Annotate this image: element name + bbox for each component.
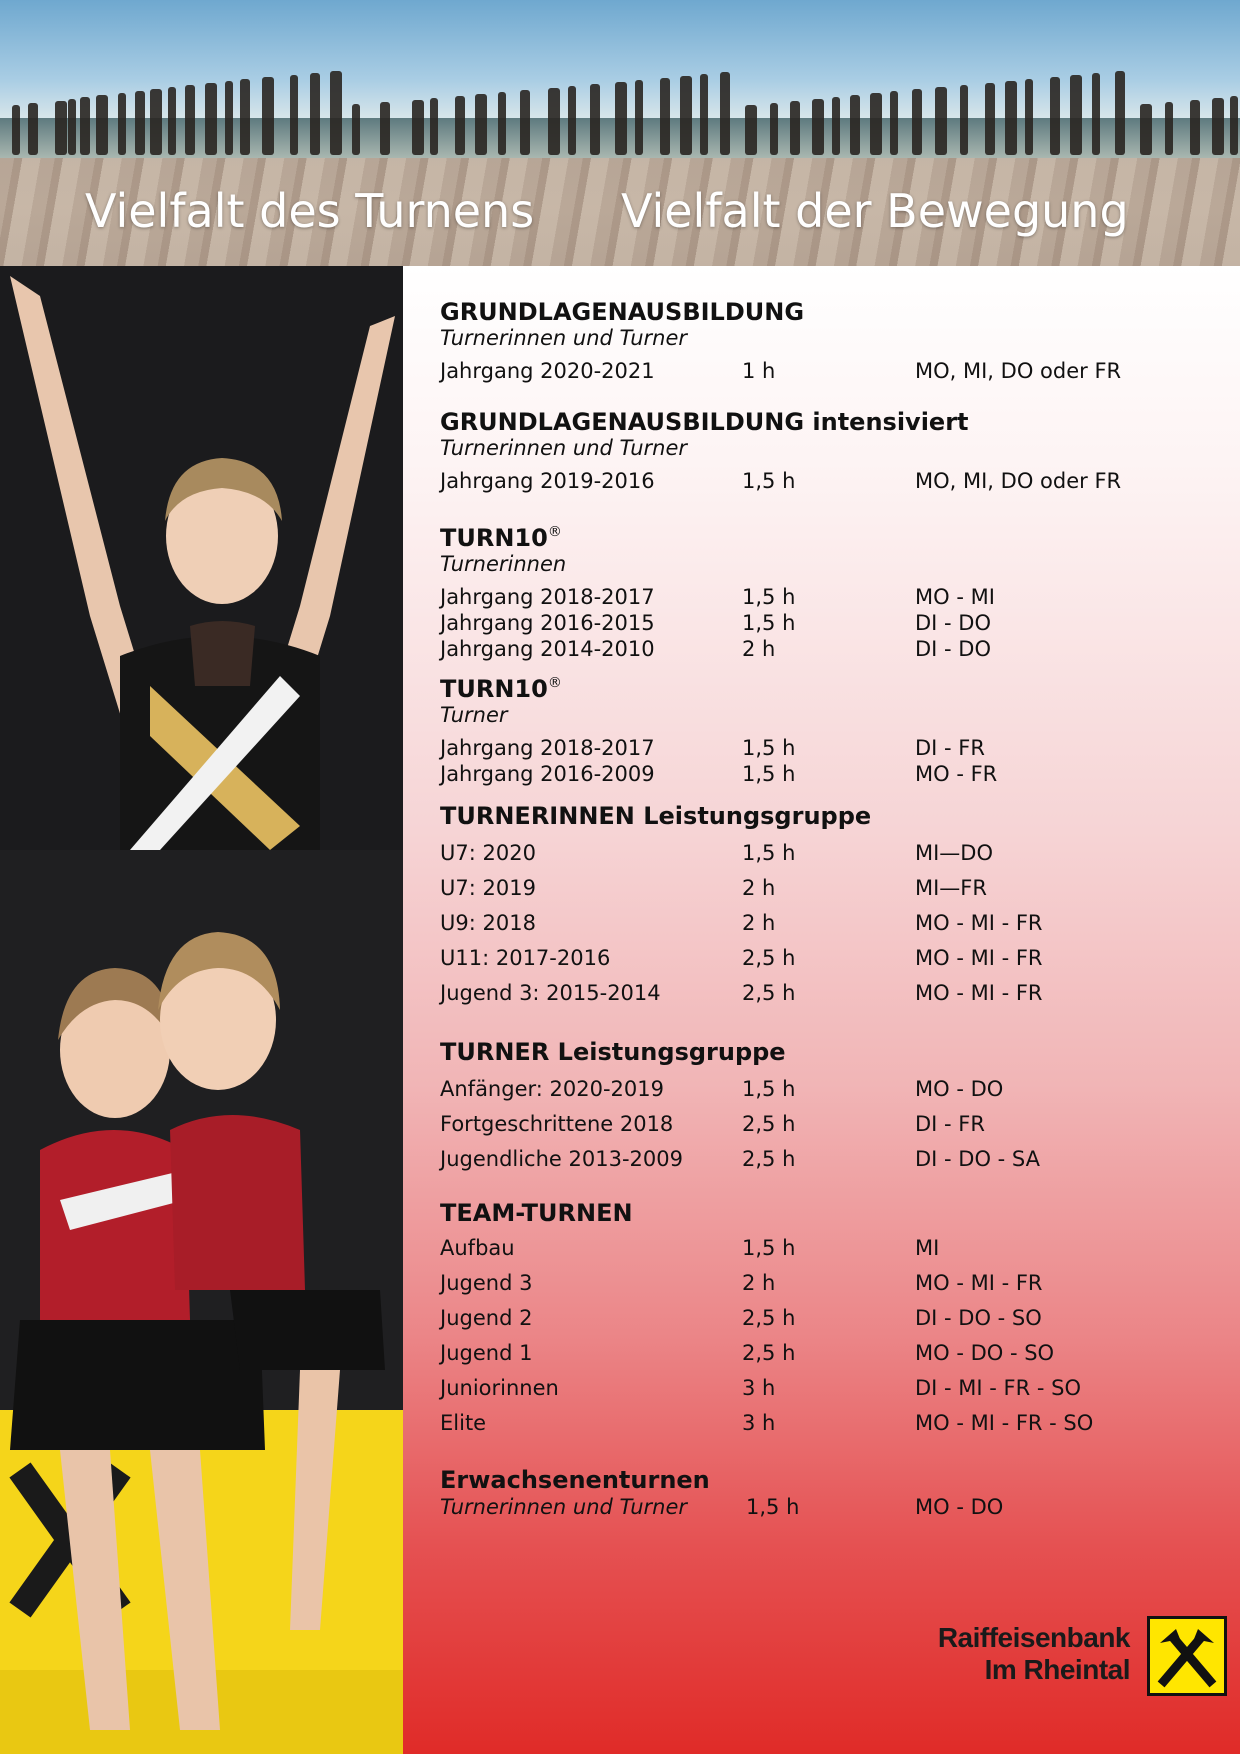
row-days: DI - FR (915, 736, 985, 760)
row-duration: 2 h (742, 876, 776, 900)
row-days: DI - FR (915, 1112, 985, 1136)
handstand-figure (520, 90, 530, 155)
section-grundlagenausbildung-intensiviert (440, 408, 1220, 494)
section-title: TURNER Leistungsgruppe (440, 1038, 786, 1066)
row-group: Fortgeschrittene 2018 (440, 1112, 674, 1136)
schedule-row (440, 636, 1220, 662)
row-days: DI - DO - SO (915, 1306, 1042, 1330)
row-group: U7: 2019 (440, 876, 536, 900)
handstand-figure (1165, 102, 1173, 155)
row-days: DI - DO (915, 611, 991, 635)
handstand-figure (700, 74, 708, 155)
row-group: Elite (440, 1411, 487, 1435)
schedule-row (440, 1270, 1220, 1296)
row-group: Juniorinnen (440, 1376, 559, 1400)
schedule-row (440, 1235, 1220, 1261)
row-group: Jugend 1 (440, 1341, 533, 1365)
handstand-figure (870, 93, 882, 155)
schedule-row (440, 1375, 1220, 1401)
row-duration: 1 h (742, 359, 776, 383)
handstand-figure (1190, 100, 1200, 155)
handstand-figure (168, 87, 176, 155)
handstand-figure (225, 81, 233, 155)
section-team-turnen (440, 1199, 1220, 1436)
handstand-figure (615, 82, 627, 155)
row-group: U9: 2018 (440, 911, 536, 935)
handstand-figure (330, 71, 342, 155)
row-duration: 1,5 h (742, 736, 796, 760)
handstand-figure (770, 103, 778, 155)
section-title: TEAM-TURNEN (440, 1199, 633, 1227)
row-group: Aufbau (440, 1236, 515, 1260)
row-duration: 2,5 h (742, 1112, 796, 1136)
row-duration: 1,5 h (742, 585, 796, 609)
row-duration: 2,5 h (742, 1306, 796, 1330)
handstand-figure (960, 85, 968, 155)
handstand-figure (1005, 81, 1017, 155)
row-group: Jugendliche 2013-2009 (440, 1147, 683, 1171)
schedule-row (440, 1111, 1220, 1137)
row-days: MO - MI - FR (915, 981, 1043, 1005)
row-group: Jahrgang 2016-2009 (440, 762, 655, 786)
row-duration: 1,5 h (742, 1236, 796, 1260)
row-group: U7: 2020 (440, 841, 536, 865)
handstand-figure (1140, 104, 1152, 155)
row-duration: 2,5 h (742, 1341, 796, 1365)
schedule-row (440, 875, 1220, 901)
handstand-figure (12, 105, 20, 155)
row-duration: 2 h (742, 911, 776, 935)
row-duration: 3 h (742, 1376, 776, 1400)
row-group: Jahrgang 2014-2010 (440, 637, 655, 661)
tagline-right: Vielfalt der Bewegung (621, 184, 1129, 238)
handstand-figure (380, 102, 390, 155)
row-days: MO - MI - FR - SO (915, 1411, 1094, 1435)
row-duration: 1,5 h (742, 762, 796, 786)
sponsor-name (938, 1622, 1130, 1686)
handstand-figure (498, 92, 506, 155)
row-duration: 2,5 h (742, 1147, 796, 1171)
row-group: Jahrgang 2018-2017 (440, 585, 655, 609)
handstand-figure (455, 96, 465, 155)
section-subtitle: Turnerinnen (440, 552, 567, 576)
row-duration: 2,5 h (742, 981, 796, 1005)
registered-mark: ® (547, 524, 562, 540)
handstand-figure (745, 105, 757, 155)
handstand-figure (985, 83, 995, 155)
schedule-row (440, 761, 1220, 787)
row-group: Jugend 3: 2015-2014 (440, 981, 661, 1005)
handstand-figure (96, 95, 108, 155)
section-title: TURN10® (440, 524, 562, 552)
handstand-figure (935, 87, 947, 155)
section-turn10-turner (440, 669, 1220, 787)
row-duration: 1,5 h (742, 841, 796, 865)
handstand-figure (290, 75, 298, 155)
row-days: MO - DO - SO (915, 1341, 1055, 1365)
registered-mark: ® (547, 675, 562, 691)
handstand-silhouettes (0, 55, 1240, 165)
schedule-row (440, 358, 1220, 384)
row-group: Anfänger: 2020-2019 (440, 1077, 664, 1101)
handstand-figure (118, 93, 126, 155)
row-days: MO - DO (915, 1495, 1004, 1519)
section-title: GRUNDLAGENAUSBILDUNG (440, 298, 805, 326)
schedule-row (440, 1305, 1220, 1331)
row-days: DI - MI - FR - SO (915, 1376, 1081, 1400)
section-turner-leistungsgruppe (440, 1038, 1220, 1172)
row-duration: 1,5 h (742, 469, 796, 493)
schedule-row (440, 1494, 1220, 1520)
handstand-figure (310, 73, 320, 155)
schedule-row (440, 945, 1220, 971)
header-banner (0, 0, 1240, 266)
row-days: MO, MI, DO oder FR (915, 359, 1122, 383)
section-title: GRUNDLAGENAUSBILDUNG intensiviert (440, 408, 969, 436)
handstand-figure (680, 76, 692, 155)
section-subtitle: Turner (440, 703, 508, 727)
section-grundlagenausbildung (440, 298, 1220, 384)
row-group: Jugend 3 (440, 1271, 533, 1295)
handstand-figure (1212, 98, 1224, 155)
tagline-left: Vielfalt des Turnens (85, 184, 535, 238)
handstand-figure (832, 97, 840, 155)
photo-gymnast-arms-raised (0, 266, 403, 850)
handstand-figure (812, 99, 824, 155)
row-days: DI - DO - SA (915, 1147, 1041, 1171)
row-days: MI—DO (915, 841, 994, 865)
handstand-figure (412, 100, 424, 155)
section-erwachsenenturnen (440, 1466, 1220, 1520)
row-days: MI (915, 1236, 940, 1260)
handstand-figure (28, 103, 38, 155)
schedule-panel (403, 266, 1240, 1754)
handstand-figure (720, 72, 730, 155)
schedule-row (440, 910, 1220, 936)
row-group: Turnerinnen und Turner (440, 1495, 688, 1519)
handstand-figure (1050, 77, 1060, 155)
section-turn10-turnerinnen (440, 518, 1220, 662)
row-days: MO - MI (915, 585, 995, 609)
row-group: Jugend 2 (440, 1306, 533, 1330)
row-group: Jahrgang 2018-2017 (440, 736, 655, 760)
handstand-figure (850, 95, 860, 155)
handstand-figure (568, 86, 576, 155)
schedule-row (440, 1410, 1220, 1436)
handstand-figure (352, 104, 360, 155)
handstand-figure (80, 97, 90, 155)
row-duration: 3 h (742, 1411, 776, 1435)
section-subtitle: Turnerinnen und Turner (440, 436, 688, 460)
handstand-figure (1230, 96, 1238, 155)
handstand-figure (135, 91, 145, 155)
section-title: Erwachsenenturnen (440, 1466, 710, 1494)
handstand-figure (430, 98, 438, 155)
sponsor-line-2: Im Rheintal (984, 1654, 1130, 1685)
handstand-figure (790, 101, 800, 155)
row-days: MO - DO (915, 1077, 1004, 1101)
row-days: MO - MI - FR (915, 946, 1043, 970)
schedule-row (440, 468, 1220, 494)
handstand-figure (240, 79, 250, 155)
row-group: U11: 2017-2016 (440, 946, 611, 970)
photo-two-gymnasts-sitting (0, 850, 403, 1754)
row-days: DI - DO (915, 637, 991, 661)
row-duration: 1,5 h (746, 1495, 800, 1519)
handstand-figure (150, 89, 162, 155)
row-duration: 2,5 h (742, 946, 796, 970)
handstand-figure (1115, 71, 1125, 155)
handstand-figure (475, 94, 487, 155)
handstand-figure (590, 84, 600, 155)
schedule-row (440, 1146, 1220, 1172)
handstand-figure (548, 88, 560, 155)
handstand-figure (1092, 73, 1100, 155)
row-days: MI—FR (915, 876, 987, 900)
sponsor-line-1: Raiffeisenbank (937, 1622, 1130, 1653)
row-days: MO - FR (915, 762, 998, 786)
row-days: MO, MI, DO oder FR (915, 469, 1122, 493)
handstand-figure (205, 83, 217, 155)
handstand-figure (890, 91, 898, 155)
handstand-figure (1025, 79, 1033, 155)
handstand-figure (1070, 75, 1082, 155)
section-title: TURNERINNEN Leistungsgruppe (440, 802, 872, 830)
row-group: Jahrgang 2016-2015 (440, 611, 655, 635)
row-days: MO - MI - FR (915, 1271, 1043, 1295)
row-duration: 2 h (742, 1271, 776, 1295)
row-group: Jahrgang 2020-2021 (440, 359, 655, 383)
schedule-row (440, 1340, 1220, 1366)
handstand-figure (262, 77, 274, 155)
row-group: Jahrgang 2019-2016 (440, 469, 655, 493)
section-subtitle: Turnerinnen und Turner (440, 326, 688, 350)
row-duration: 2 h (742, 637, 776, 661)
schedule-row (440, 584, 1220, 610)
handstand-figure (68, 99, 76, 155)
handstand-figure (635, 80, 643, 155)
section-turnerinnen-leistungsgruppe (440, 802, 1220, 1006)
handstand-figure (912, 89, 922, 155)
schedule-row (440, 735, 1220, 761)
schedule-row (440, 840, 1220, 866)
schedule-row (440, 610, 1220, 636)
raiffeisen-gable-cross-icon (1147, 1616, 1227, 1696)
handstand-figure (185, 85, 195, 155)
row-days: MO - MI - FR (915, 911, 1043, 935)
section-title: TURN10® (440, 675, 562, 703)
row-duration: 1,5 h (742, 611, 796, 635)
schedule-row (440, 1076, 1220, 1102)
row-duration: 1,5 h (742, 1077, 796, 1101)
schedule-row (440, 980, 1220, 1006)
handstand-figure (660, 78, 670, 155)
handstand-figure (55, 101, 67, 155)
